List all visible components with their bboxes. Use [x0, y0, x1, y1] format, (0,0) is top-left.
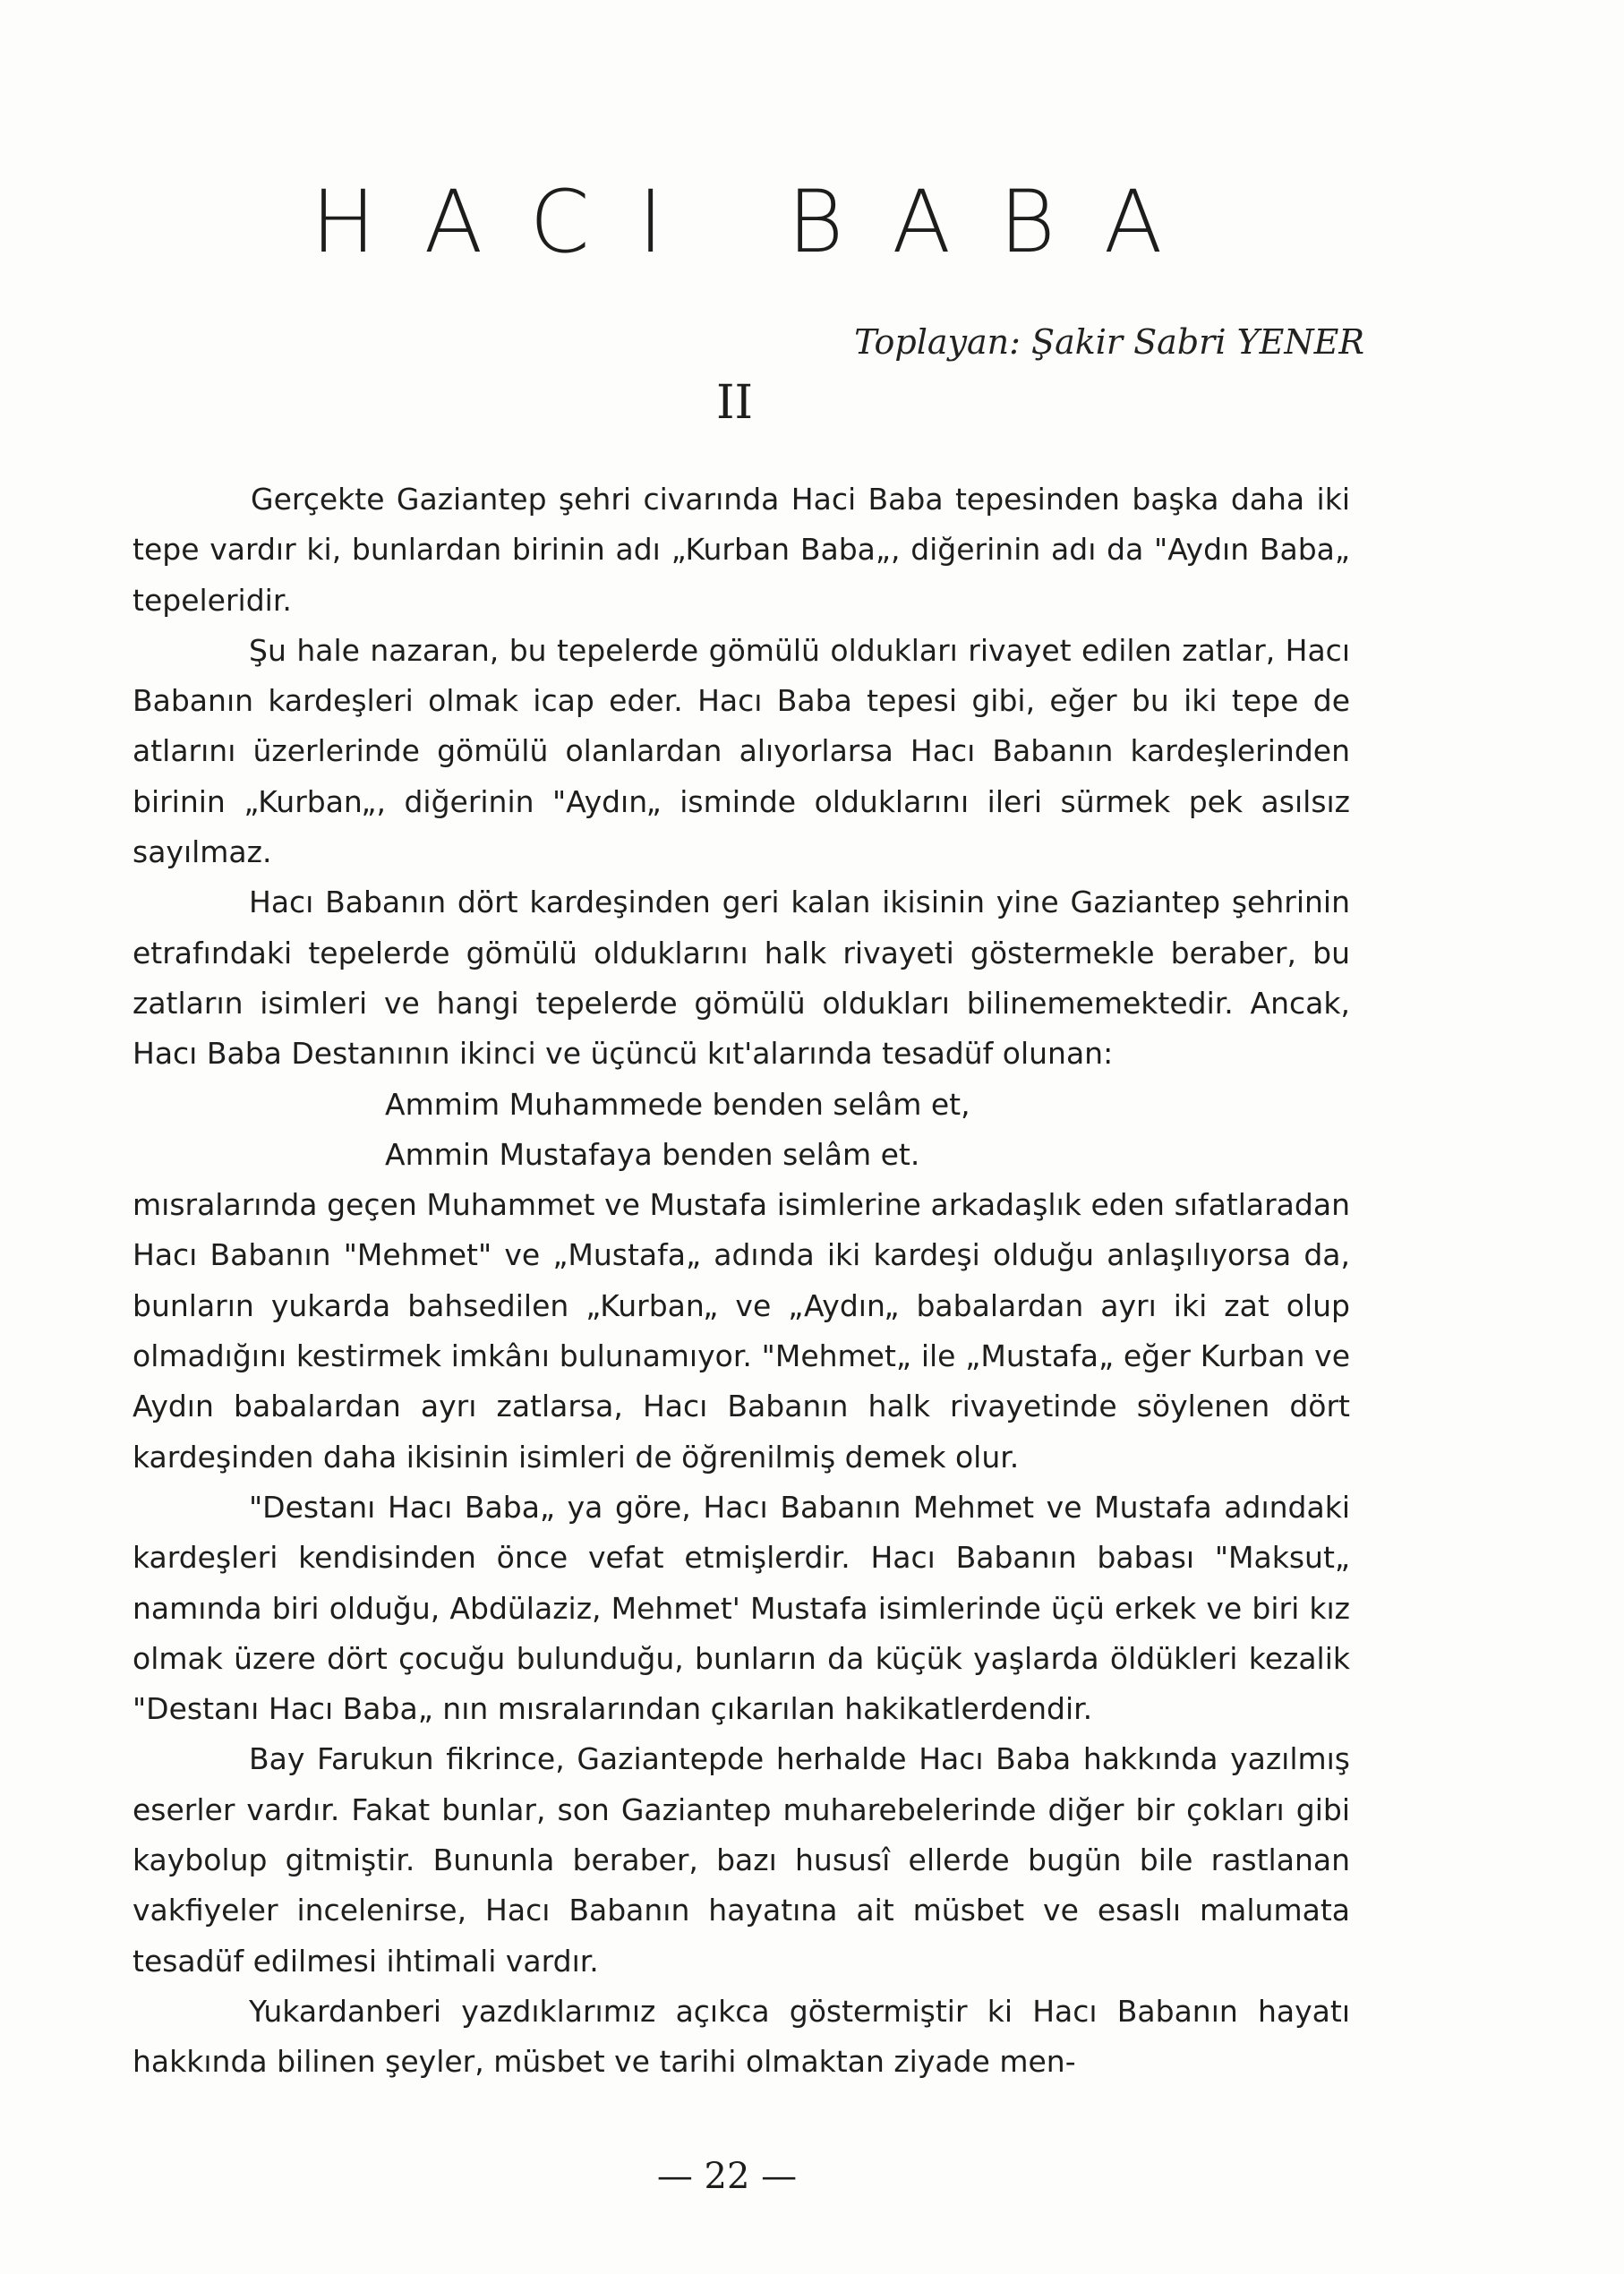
page-number: — 22 —	[656, 2156, 798, 2197]
paragraph: Hacı Babanın dört kardeşinden geri kalan ikisinin yine Gaziantep şehrinin etrafındaki tepelerde gömülü olduklarını halk rivayeti göstermekle beraber, bu zatların isimleri ve hangi tepelerde gömülü oldukları bilinememektedir. Ancak, Hacı Baba Destanının ikinci ve üçüncü kıt'alarında tesadüf olunan:	[132, 885, 1350, 1072]
paragraph: "Destanı Hacı Baba„ ya göre, Hacı Babanın Mehmet ve Mustafa adındaki kardeşleri kendisinden önce vefat etmişlerdir. Hacı Babanın babası "Maksut„ namında biri olduğu, Abdülaziz, Mehmet' Mustafa isimlerinde üçü erkek ve biri kız olmak üzere dört çocuğu bulunduğu, bunların da küçük yaşlarda öldükleri kezalik "Destanı Hacı Baba„ nın mısralarından çıkarılan hakikatlerdendir.	[132, 1489, 1350, 1727]
section-number: II	[716, 376, 754, 430]
compiler-line: Toplayan: Şakir Sabri YENER	[854, 322, 1364, 362]
verse-line: Ammim Muhammede benden selâm et,	[385, 1086, 970, 1122]
paragraph: Bay Farukun fikrince, Gaziantepde herhalde Hacı Baba hakkında yazılmış eserler vardır. Fakat bunlar, son Gaziantep muharebelerinde diğer bir çokları gibi kaybolup gitmiştir. Bununla beraber, bazı hususî ellerde bugün bile rastlanan vakfiyeler incelenirse, Hacı Babanın hayatına ait müsbet ve esaslı malumata tesadüf edilmesi ihtimali vardır.	[132, 1741, 1350, 1979]
paragraph: Yukardanberi yazdıklarımız açıkca göstermiştir ki Hacı Babanın hayatı hakkında bilinen şeyler, müsbet ve tarihi olmaktan ziyade men-	[132, 1993, 1350, 2080]
paragraph: Şu hale nazaran, bu tepelerde gömülü oldukları rivayet edilen zatlar, Hacı Babanın kardeşleri olmak icap eder. Hacı Baba tepesi gibi, eğer bu iki tepe de atlarını üzerlerinde gömülü olanlardan alıyorlarsa Hacı Babanın kardeşlerinden birinin „Kurban„, diğerinin "Aydın„ isminde olduklarını ileri sürmek pek asılsız sayılmaz.	[132, 632, 1350, 870]
paragraph: Gerçekte Gaziantep şehri civarında Haci Baba tepesinden başka daha iki tepe vardır ki, bunlardan birinin adı „Kurban Baba„, diğerinin adı da "Aydın Baba„ tepeleridir.	[132, 482, 1350, 618]
page-title: HACI BABA	[311, 172, 1211, 272]
paragraph: mısralarında geçen Muhammet ve Mustafa isimlerine arkadaşlık eden sıfatlaradan Hacı Babanın "Mehmet" ve „Mustafa„ adında iki kardeşi olduğu anlaşılıyorsa da, bunların yukarda bahsedilen „Kurban„ ve „Aydın„ babalardan ayrı iki zat olup olmadığını kestirmek imkânı bulunamıyor. "Mehmet„ ile „Mustafa„ eğer Kurban ve Aydın babalardan ayrı zatlarsa, Hacı Babanın halk rivayetinde söylenen dört kardeşinden daha ikisinin isimleri de öğrenilmiş demek olur.	[132, 1187, 1350, 1475]
article-body	[132, 474, 1350, 2088]
verse-line: Ammin Mustafaya benden selâm et.	[385, 1136, 920, 1172]
